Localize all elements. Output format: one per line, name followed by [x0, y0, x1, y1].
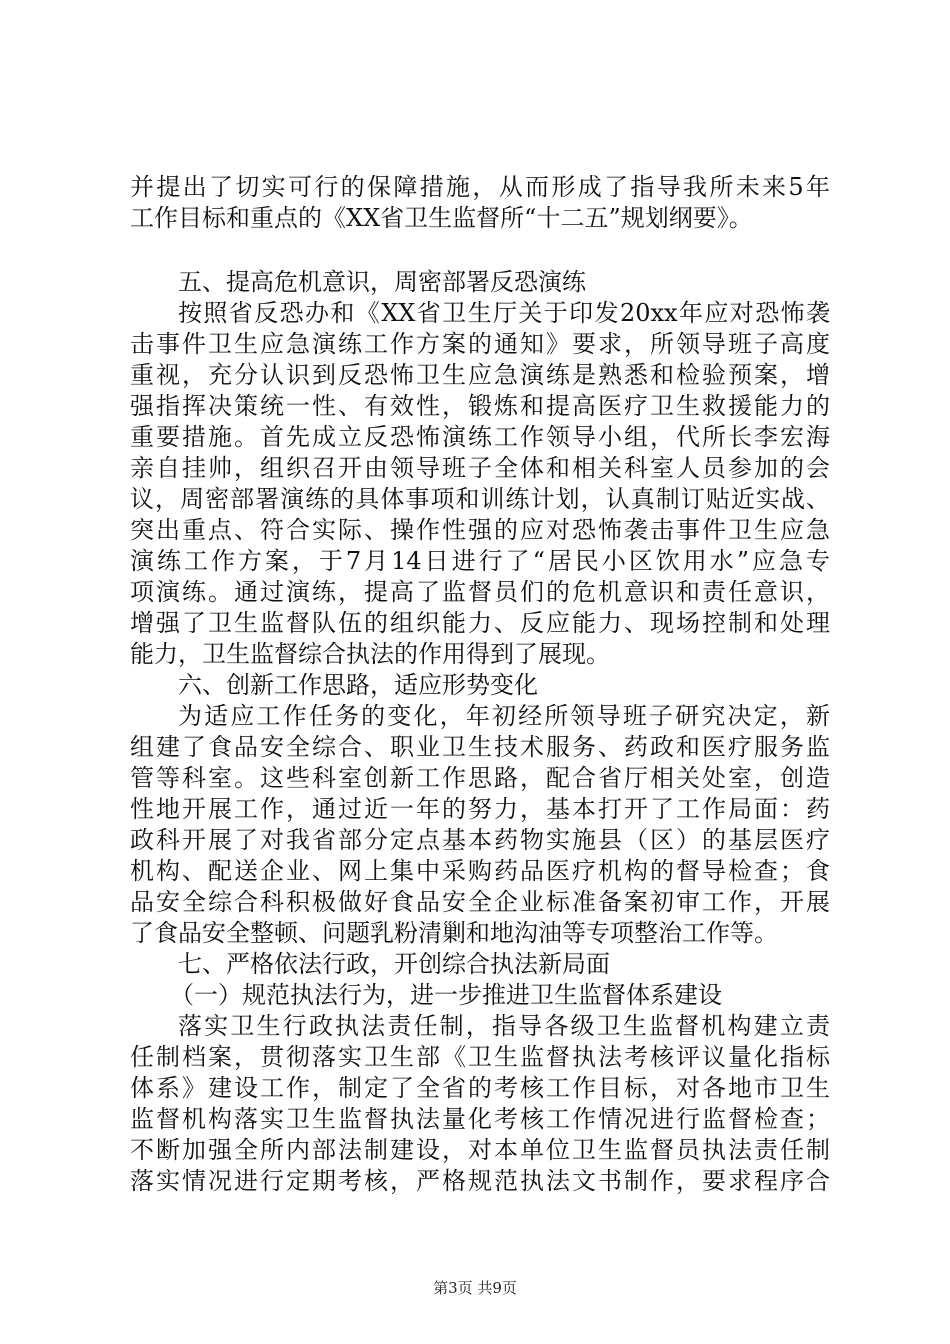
text-line: 七、严格依法行政，开创综合执法新局面 [178, 950, 610, 978]
text-line: 并提出了切实可行的保障措施，从而形成了指导我所未来5年 [130, 173, 830, 201]
text-line: 强指挥决策统一性、有效性，锻炼和提高医疗卫生救援能力的 [130, 392, 830, 420]
text-line: 体系》建设工作，制定了全省的考核工作目标，对各地市卫生 [130, 1074, 830, 1102]
text-line: 按照省反恐办和《XX省卫生厅关于印发20xx年应对恐怖袭 [178, 299, 830, 327]
text-line: 品安全综合科积极做好食品安全企业标准备案初审工作，开展 [130, 888, 830, 916]
text-line: 亲自挂帅，组织召开由领导班子全体和相关科室人员参加的会 [130, 454, 830, 482]
text-line: 机构、配送企业、网上集中采购药品医疗机构的督导检查；食 [130, 857, 830, 885]
document-body [130, 172, 830, 1197]
text-line: 落实卫生行政执法责任制，指导各级卫生监督机构建立责 [178, 1012, 830, 1040]
text-line: 突出重点、符合实际、操作性强的应对恐怖袭击事件卫生应急 [130, 516, 830, 544]
paragraph-gap [130, 234, 830, 267]
text-line: 演练工作方案，于7月14日进行了“居民小区饮用水”应急专 [130, 547, 830, 575]
text-line: 组建了食品安全综合、职业卫生技术服务、药政和医疗服务监 [130, 733, 830, 761]
text-line: 不断加强全所内部法制建设，对本单位卫生监督员执法责任制 [130, 1136, 830, 1164]
text-line: 击事件卫生应急演练工作方案的通知》要求，所领导班子高度 [130, 330, 830, 358]
text-line: 工作目标和重点的《XX省卫生监督所“十二五”规划纲要》。 [130, 204, 753, 232]
text-line: 六、创新工作思路，适应形势变化 [178, 671, 538, 699]
text-line: 管等科室。这些科室创新工作思路，配合省厅相关处室，创造 [130, 764, 830, 792]
text-line: 任制档案，贯彻落实卫生部《卫生监督执法考核评议量化指标 [130, 1043, 830, 1071]
text-line: 政科开展了对我省部分定点基本药物实施县（区）的基层医疗 [130, 826, 830, 854]
page-footer: 第3页 共9页 [433, 1279, 517, 1297]
text-line: 监督机构落实卫生监督执法量化考核工作情况进行监督检查； [130, 1105, 830, 1133]
text-line: 议，周密部署演练的具体事项和训练计划，认真制订贴近实战、 [130, 485, 830, 513]
text-line: 五、提高危机意识，周密部署反恐演练 [178, 268, 586, 296]
text-line: 了食品安全整顿、问题乳粉清剿和地沟油等专项整治工作等。 [130, 919, 778, 947]
text-line: 项演练。通过演练，提高了监督员们的危机意识和责任意识， [130, 578, 830, 606]
text-line: 性地开展工作，通过近一年的努力，基本打开了工作局面：药 [130, 795, 830, 823]
text-line: 能力，卫生监督综合执法的作用得到了展现。 [130, 640, 610, 668]
text-line: （一）规范执法行为，进一步推进卫生监督体系建设 [170, 981, 722, 1009]
text-line: 重视，充分认识到反恐怖卫生应急演练是熟悉和检验预案，增 [130, 361, 830, 389]
text-line: 为适应工作任务的变化，年初经所领导班子研究决定，新 [178, 702, 830, 730]
text-line: 落实情况进行定期考核，严格规范执法文书制作，要求程序合 [130, 1167, 830, 1195]
text-line: 重要措施。首先成立反恐怖演练工作领导小组，代所长李宏海 [130, 423, 830, 451]
text-line: 增强了卫生监督队伍的组织能力、反应能力、现场控制和处理 [130, 609, 830, 637]
